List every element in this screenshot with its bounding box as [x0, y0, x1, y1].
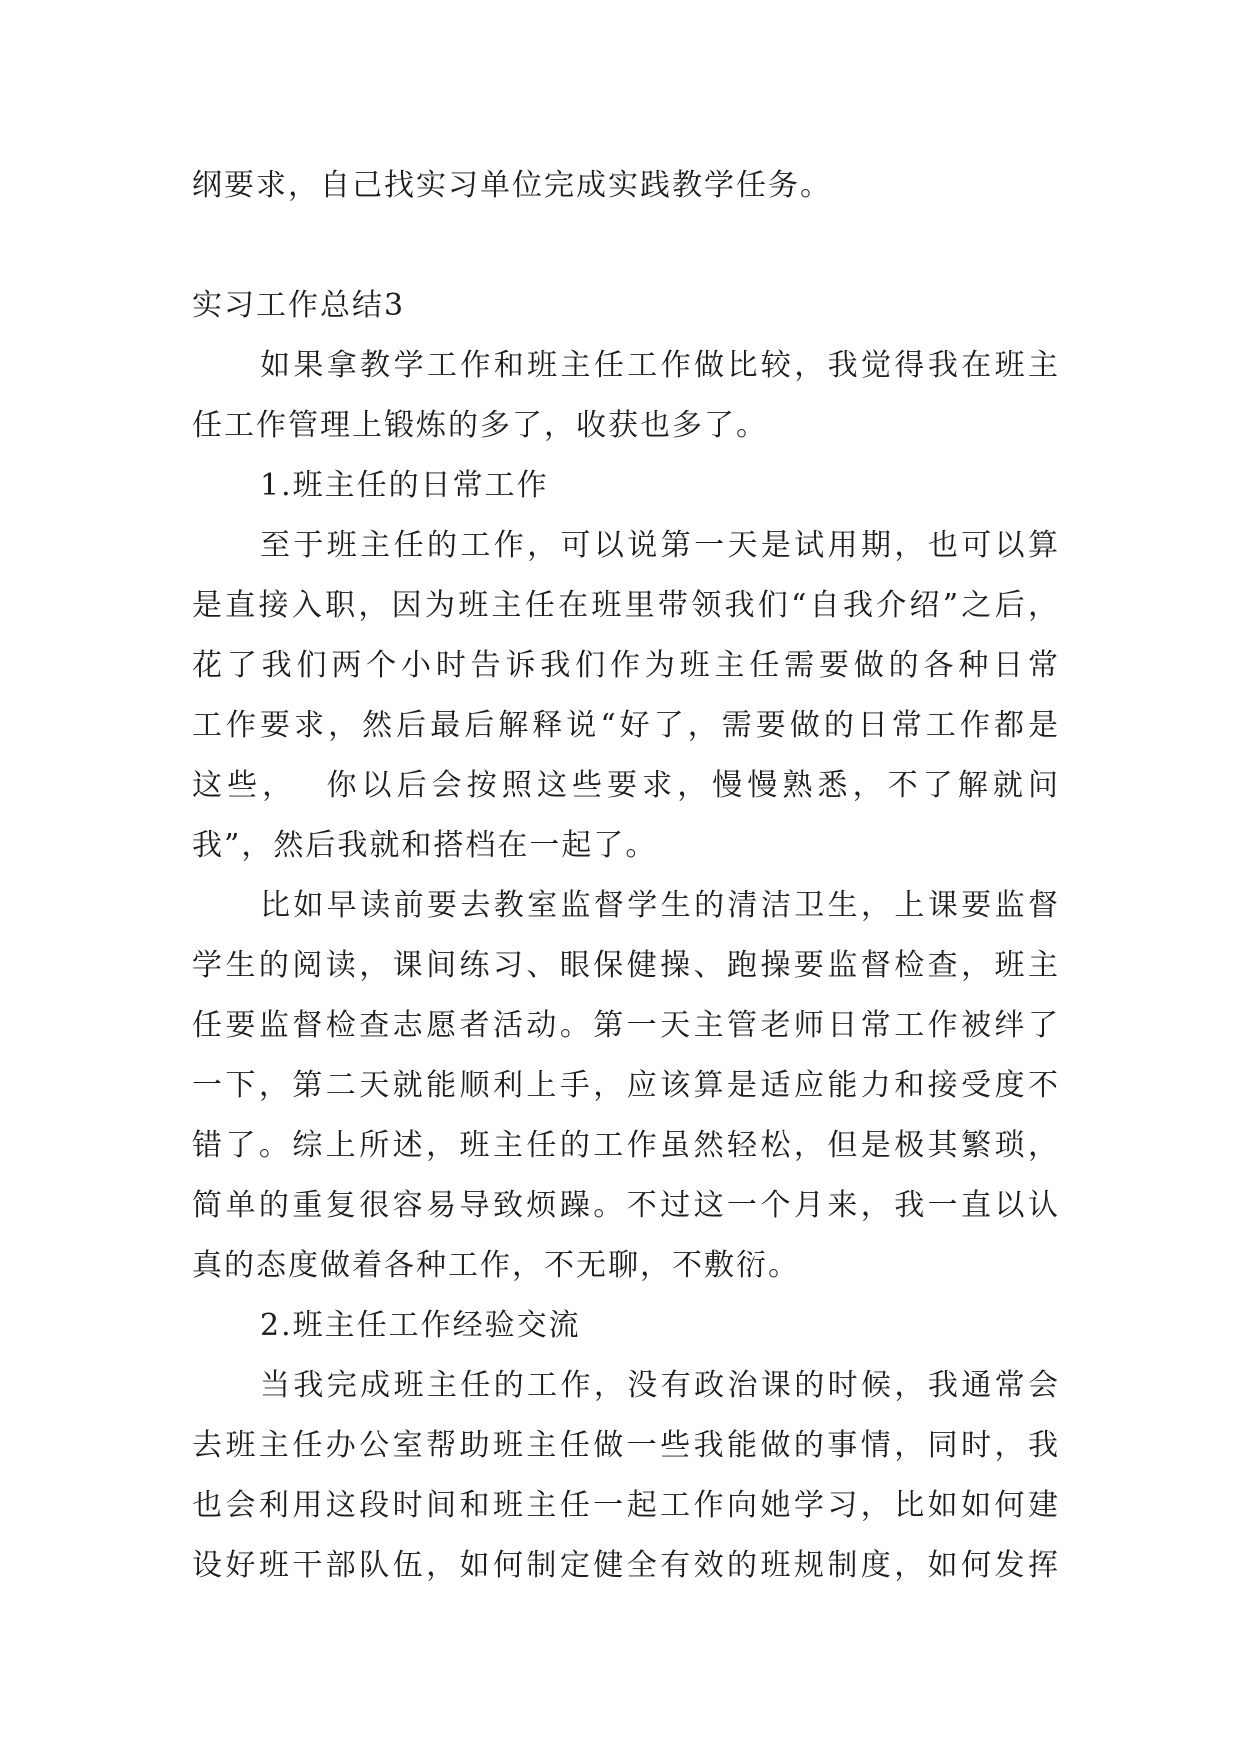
text-line: 花了我们两个小时告诉我们作为班主任需要做的各种日常: [192, 648, 1060, 683]
section-title: 实习工作总结3: [192, 288, 406, 323]
continuation-line: 纲要求，自己找实习单位完成实践教学任务。: [192, 168, 832, 203]
text-line: 任工作管理上锻炼的多了，收获也多了。: [192, 408, 768, 443]
text-line: 至于班主任的工作，可以说第一天是试用期，也可以算: [260, 528, 1060, 563]
paragraph: [192, 1356, 1060, 1596]
text-line: 设好班干部队伍，如何制定健全有效的班规制度，如何发挥: [192, 1548, 1060, 1583]
document-body: [192, 156, 1060, 1596]
text-line: 也会利用这段时间和班主任一起工作向她学习，比如如何建: [192, 1488, 1060, 1523]
text-line: 错了。综上所述，班主任的工作虽然轻松，但是极其繁琐，: [192, 1128, 1060, 1163]
text-line: 学生的阅读，课间练习、眼保健操、跑操要监督检查，班主: [192, 948, 1060, 983]
paragraph: [192, 876, 1060, 1296]
paragraph-gap: [192, 216, 1060, 276]
text-line: 当我完成班主任的工作，没有政治课的时候，我通常会: [260, 1368, 1060, 1403]
subsection-title: 1.班主任的日常工作: [260, 468, 549, 503]
intro-paragraph: [192, 336, 1060, 456]
text-line: 我”，然后我就和搭档在一起了。: [192, 828, 658, 863]
text-line: 这些， 你以后会按照这些要求，慢慢熟悉，不了解就问: [192, 768, 1060, 803]
paragraph: [192, 516, 1060, 876]
text-line: 如果拿教学工作和班主任工作做比较，我觉得我在班主: [260, 348, 1060, 383]
text-line: 真的态度做着各种工作，不无聊，不敷衍。: [192, 1248, 800, 1283]
text-line: 简单的重复很容易导致烦躁。不过这一个月来，我一直以认: [192, 1188, 1060, 1223]
text-line: 工作要求，然后最后解释说“好了，需要做的日常工作都是: [192, 708, 1060, 743]
text-line: 是直接入职，因为班主任在班里带领我们“自我介绍”之后，: [192, 588, 1060, 623]
text-line: 一下，第二天就能顺利上手，应该算是适应能力和接受度不: [192, 1068, 1060, 1103]
text-line: 去班主任办公室帮助班主任做一些我能做的事情，同时，我: [192, 1428, 1060, 1463]
text-line: 比如早读前要去教室监督学生的清洁卫生，上课要监督: [260, 888, 1060, 923]
subsection-title: 2.班主任工作经验交流: [260, 1308, 581, 1343]
text-line: 任要监督检查志愿者活动。第一天主管老师日常工作被绊了: [192, 1008, 1060, 1043]
